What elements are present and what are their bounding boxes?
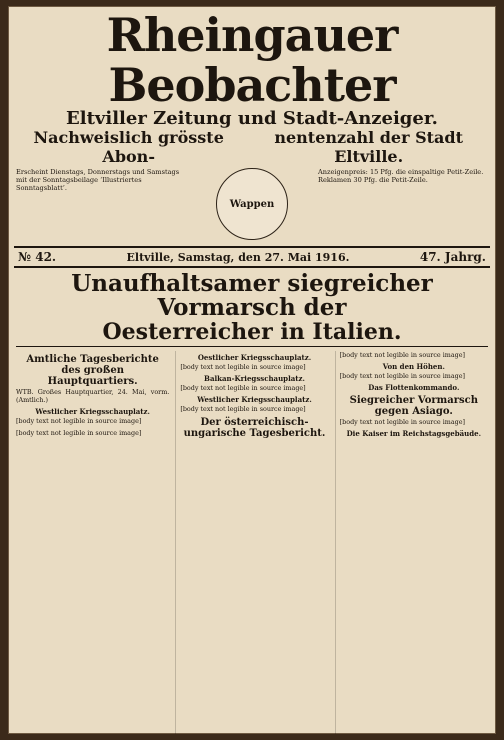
article-paragraph: [body text not legible in source image] bbox=[180, 405, 306, 413]
newspaper-subtitle: Eltviller Zeitung und Stadt-Anzeiger. bbox=[66, 108, 438, 129]
article-paragraph: [body text not legible in source image] bbox=[180, 384, 306, 392]
issue-date: Eltville, Samstag, den 27. Mai 1916. bbox=[126, 250, 350, 264]
section-heading: Westlicher Kriegsschauplatz. bbox=[197, 395, 312, 404]
article-paragraph: [body text not legible in source image] bbox=[339, 418, 466, 426]
headline-line2: Oesterreicher in Italien. bbox=[102, 319, 402, 345]
section-heading: Siegreicher Vormarsch gegen Asiago. bbox=[349, 395, 478, 417]
section-heading: Westlicher Kriegsschauplatz. bbox=[35, 407, 150, 416]
section-heading: Oestlicher Kriegsschauplatz. bbox=[197, 353, 312, 362]
crest-icon bbox=[216, 168, 288, 240]
article-paragraph: [body text not legible in source image] bbox=[16, 429, 142, 437]
article-paragraph: [body text not legible in source image] bbox=[339, 372, 466, 380]
newspaper-title: Rheingauer Beobachter bbox=[106, 8, 398, 112]
column-2 bbox=[175, 351, 328, 734]
meta-right: Anzeigenpreis: 15 Pfg. die einspaltige Petit-Zeile. Reklamen 30 Pfg. die Petit-Zeile. bbox=[318, 168, 484, 184]
masthead-meta bbox=[16, 168, 488, 240]
issue-year: 47. Jahrg. bbox=[419, 250, 486, 264]
newspaper-page bbox=[8, 6, 496, 734]
article-paragraph: [body text not legible in source image] bbox=[180, 363, 306, 371]
column-3 bbox=[335, 351, 488, 734]
column-1 bbox=[16, 351, 169, 734]
meta-left: Erscheint Dienstags, Donnerstags und Samstags mit der Sonntagsbeilage ‘Illustriertes Sonntagsblatt’. bbox=[16, 168, 180, 192]
headline bbox=[8, 268, 496, 344]
article-paragraph: WTB. Großes Hauptquartier, 24. Mai, vorm. (Amtlich.) bbox=[16, 388, 170, 404]
section-heading: Die Kaiser im Reichstagsgebäude. bbox=[346, 429, 482, 438]
article-paragraph: [body text not legible in source image] bbox=[339, 351, 466, 359]
section-heading: Amtliche Tagesberichte des großen Hauptquartiers. bbox=[26, 354, 159, 387]
article-columns bbox=[8, 351, 496, 734]
issue-number: № 42. bbox=[18, 250, 57, 264]
section-heading: Balkan-Kriegsschauplatz. bbox=[204, 374, 305, 383]
issue-bar bbox=[14, 246, 490, 268]
article-paragraph: [body text not legible in source image] bbox=[16, 417, 142, 425]
section-heading: Der österreichisch-ungarische Tagesbericht. bbox=[183, 417, 326, 439]
divider bbox=[16, 346, 488, 347]
section-heading: Von den Höhen. bbox=[382, 362, 445, 371]
tagline-left: Nachweislich grösste Abon- bbox=[33, 128, 224, 166]
tagline-right: nentenzahl der Stadt Eltville. bbox=[274, 128, 463, 166]
headline-line1: Unaufhaltsamer siegreicher Vormarsch der bbox=[71, 270, 433, 321]
section-heading: Das Flottenkommando. bbox=[368, 383, 460, 392]
masthead bbox=[8, 6, 496, 242]
crest-label: Wappen bbox=[229, 198, 275, 210]
tagline bbox=[16, 128, 488, 166]
